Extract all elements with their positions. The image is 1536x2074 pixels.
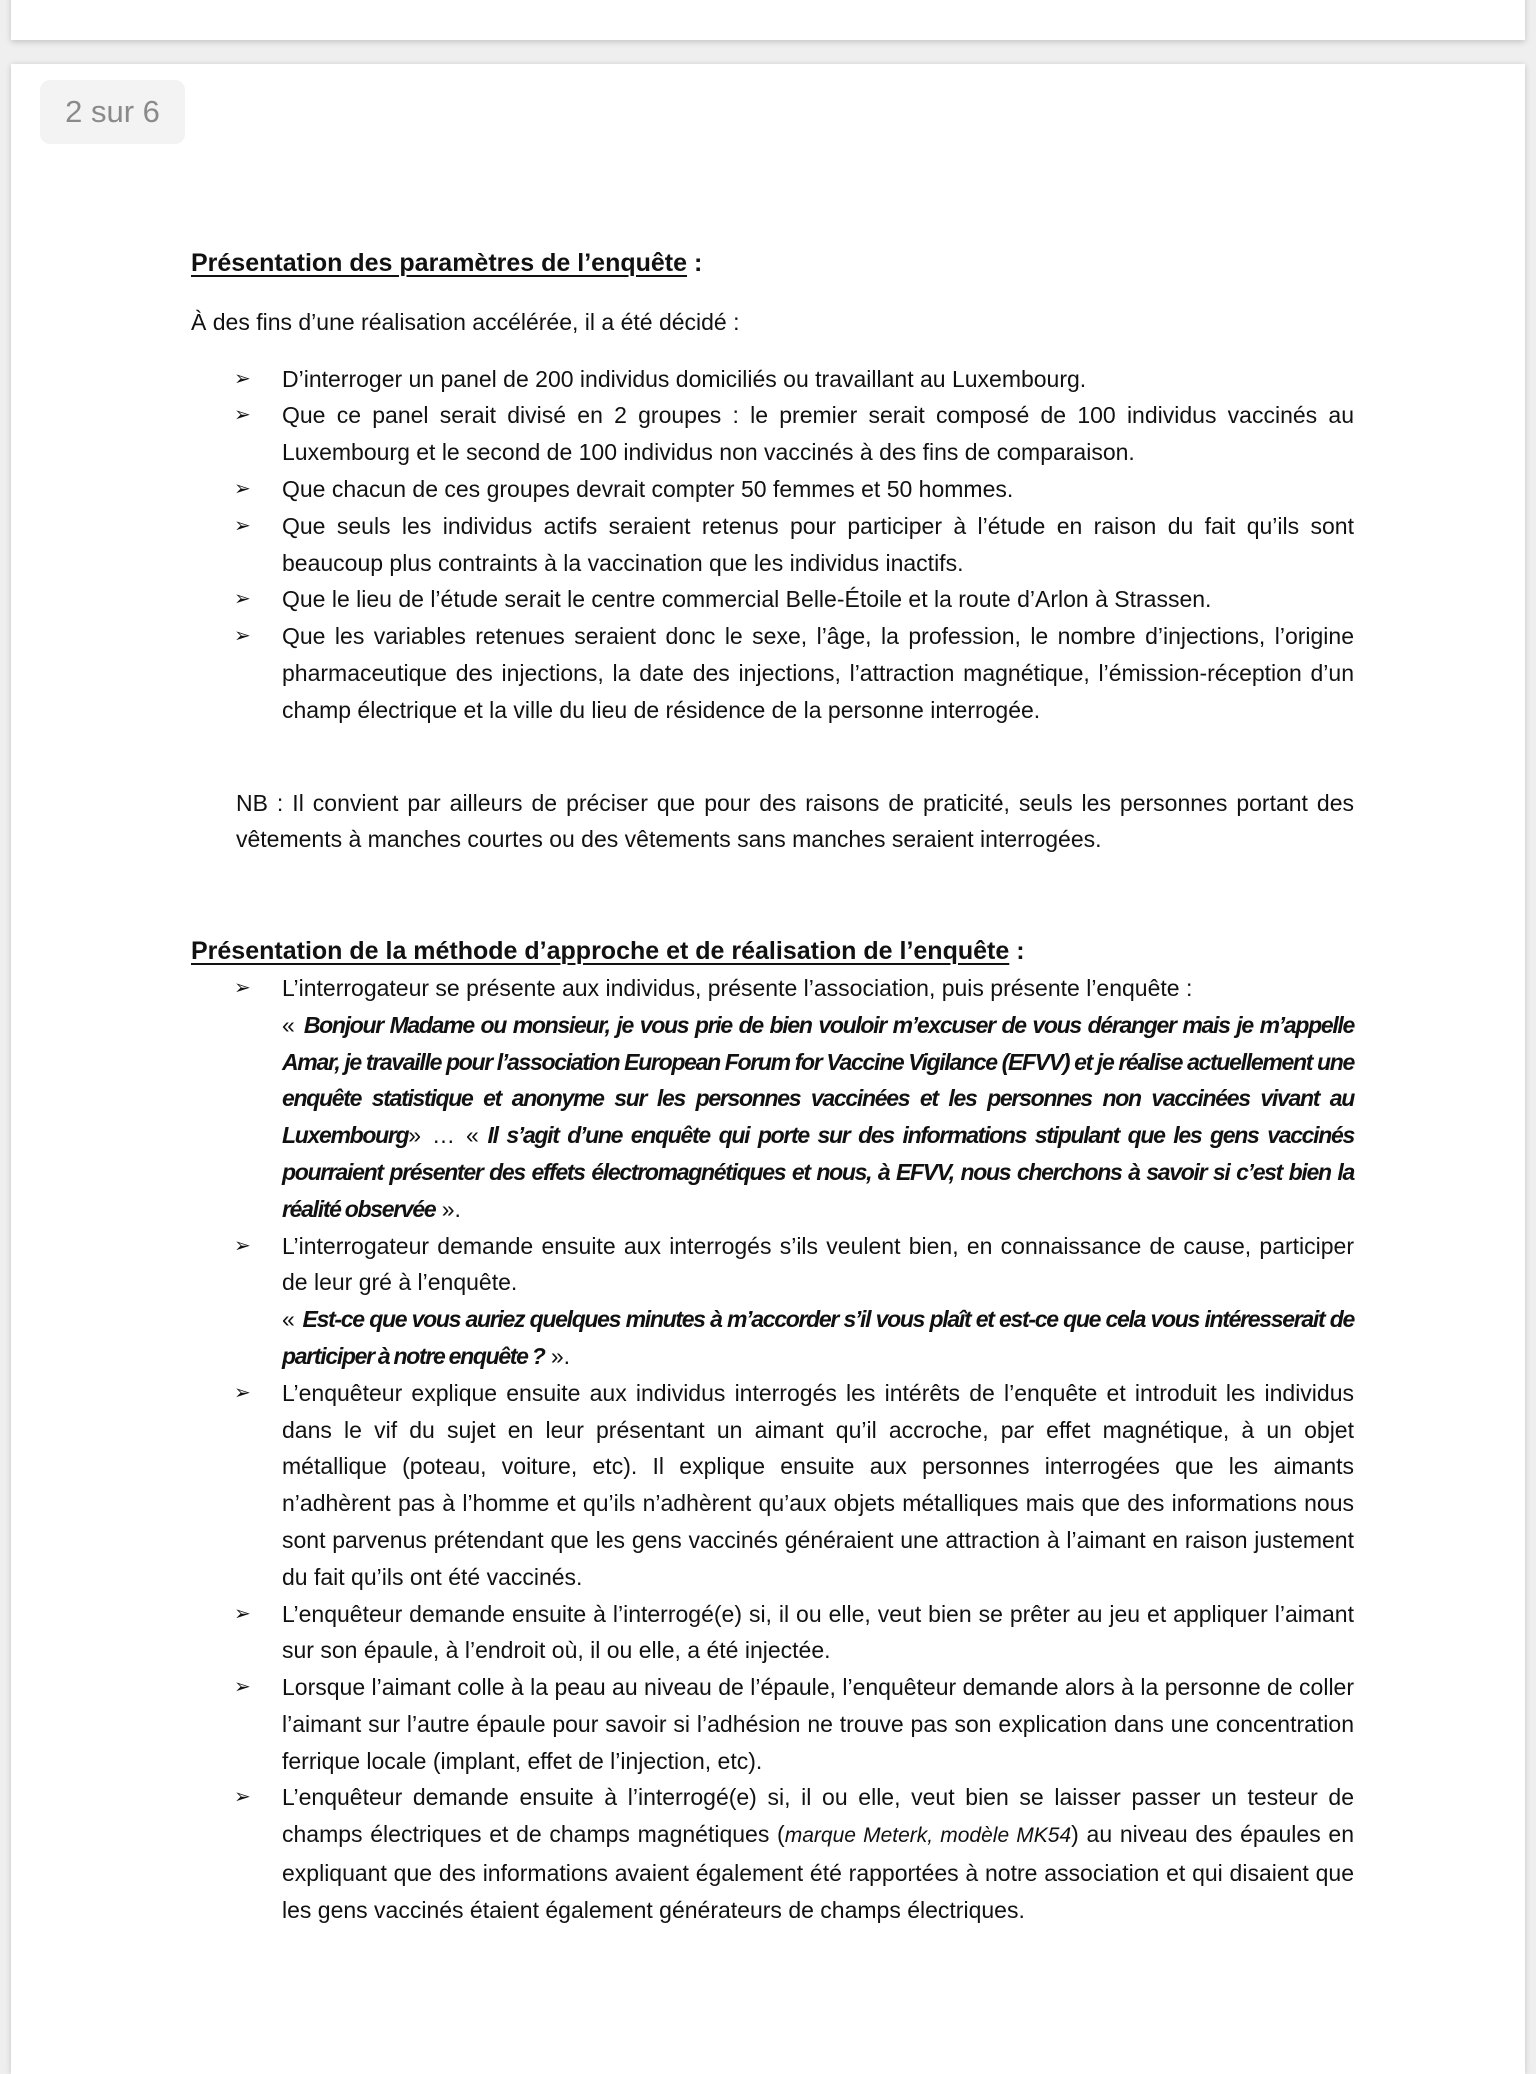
heading-colon: : xyxy=(687,249,703,277)
quoted-speech: Est-ce que vous auriez quelques minutes à m’accorder s’il vous plaît et est-ce que cela vous intéresserait de participer à notre enquête ? xyxy=(282,1306,1355,1369)
list-item xyxy=(234,508,1354,582)
quote-close-mark: ». xyxy=(544,1342,571,1369)
arrowhead-bullet-icon: ➢ xyxy=(234,1381,251,1404)
arrowhead-bullet-icon: ➢ xyxy=(234,514,251,537)
list-item-text: Que ce panel serait divisé en 2 groupes : le premier serait composé de 100 individus vaccinés au Luxembourg et le second de 100 individus non vaccinés à des fins de comparaison. xyxy=(282,402,1354,466)
arrowhead-bullet-icon: ➢ xyxy=(234,1786,251,1809)
arrowhead-bullet-icon: ➢ xyxy=(234,1234,251,1257)
document-page[interactable] xyxy=(11,64,1525,2074)
list-item-text: D’interroger un panel de 200 individus domiciliés ou travaillant au Luxembourg. xyxy=(282,365,1087,392)
section-heading-method xyxy=(191,933,1354,970)
arrowhead-bullet-icon: ➢ xyxy=(234,1676,251,1699)
list-item xyxy=(234,471,1354,508)
list-item xyxy=(234,1228,1355,1375)
section-heading-text: Présentation des paramètres de l’enquête xyxy=(191,249,688,277)
list-item xyxy=(234,361,1354,398)
list-item xyxy=(234,1596,1354,1670)
device-model-italic: marque Meterk, modèle MK54 xyxy=(784,1824,1072,1848)
list-item xyxy=(234,1779,1354,1928)
list-item-text: Que chacun de ces groupes devrait compter 50 femmes et 50 hommes. xyxy=(282,475,1014,502)
previous-page-edge xyxy=(11,0,1525,40)
list-item xyxy=(234,970,1354,1228)
list-item xyxy=(234,1375,1354,1596)
section-heading-parameters xyxy=(191,245,1354,282)
quoted-speech: Bonjour Madame ou monsieur, je vous prie de bien vouloir m’excuser de vous déranger mais je m’appelle Amar, je travaille pour l’association European Forum for Vaccine Vigilance (EFVV) et je réalise actuellement une enquête statistique et anonyme sur les personnes vaccinées et les personnes non vaccinées vivant au Luxembourg xyxy=(282,1011,1354,1149)
list-item-text: L’interrogateur demande ensuite aux interrogés s’ils veulent bien, en connaissance de cause, participer de leur gré à l’enquête. xyxy=(282,1232,1354,1296)
quote-open-mark: « xyxy=(282,1011,304,1038)
list-item-text: Que seuls les individus actifs seraient retenus pour participer à l’étude en raison du fait qu’ils sont beaucoup plus contraints à la vaccination que les individus inactifs. xyxy=(282,512,1354,576)
document-body xyxy=(191,245,1354,1929)
arrowhead-bullet-icon: ➢ xyxy=(234,1602,251,1625)
list-item-text: L’enquêteur demande ensuite à l’interrogé(e) si, il ou elle, veut bien se prêter au jeu et appliquer l’aimant sur son épaule, à l’endroit où, il ou elle, a été injectée. xyxy=(282,1600,1354,1664)
page-indicator: 2 sur 6 xyxy=(40,80,185,144)
list-item-text: L’enquêteur explique ensuite aux individus interrogés les intérêts de l’enquête et introduit les individus dans le vif du sujet en leur présentant un aimant qu’il accroche, par effet magnétique, à un objet métallique (poteau, voiture, etc). Il explique ensuite aux personnes interrogées que les aimants n’adhèrent pas à l’homme et qu’ils n’adhèrent qu’aux objets métalliques mais que des informations nous sont parvenus prétendant que les gens vaccinés généraient une attraction à l’aimant en raison justement du fait qu’ils ont été vaccinés. xyxy=(282,1379,1354,1590)
arrowhead-bullet-icon: ➢ xyxy=(234,367,251,390)
list-item-text: Que le lieu de l’étude serait le centre commercial Belle-Étoile et la route d’Arlon à Strassen. xyxy=(282,586,1212,613)
quote-close-mark: ». xyxy=(435,1195,461,1222)
list-item xyxy=(234,397,1354,471)
arrowhead-bullet-icon: ➢ xyxy=(234,625,251,648)
list-item-text: Que les variables retenues seraient donc le sexe, l’âge, la profession, le nombre d’injections, l’origine pharmaceutique des injections, la date des injections, l’attraction magnétique, l’émission-réception d’un champ électrique et la ville du lieu de résidence de la personne interrogée. xyxy=(282,623,1354,723)
list-item xyxy=(234,581,1354,618)
list-item-text: L’interrogateur se présente aux individus, présente l’association, puis présente l’enquête : xyxy=(282,974,1193,1001)
list-item-text: Lorsque l’aimant colle à la peau au niveau de l’épaule, l’enquêteur demande alors à la personne de coller l’aimant sur l’autre épaule pour savoir si l’adhésion ne trouve pas son explication dans une concentration ferrique locale (implant, effet de l’injection, etc). xyxy=(282,1674,1354,1774)
quote-separator: » … « xyxy=(408,1122,479,1149)
list-item xyxy=(234,1669,1354,1779)
list-item xyxy=(234,618,1354,728)
nb-note: NB : Il convient par ailleurs de préciser que pour des raisons de praticité, seuls les personnes portant des vêtements à manches courtes ou des vêtements sans manches seraient interrogées. xyxy=(236,789,1354,853)
arrowhead-bullet-icon: ➢ xyxy=(234,976,251,999)
heading-colon: : xyxy=(1009,937,1025,966)
quote-open-mark: « xyxy=(282,1306,303,1333)
list-item-text: ) au niveau des épaules en expliquant que des informations avaient également été rapportées à notre association et qui disaient que les gens vaccinés étaient également générateurs de champs électriques. xyxy=(282,1821,1354,1923)
method-list xyxy=(191,970,1354,1929)
quoted-speech: Il s’agit d’une enquête qui porte sur des informations stipulant que les gens vaccinés pourraient présenter des effets électromagnétiques et nous, à EFVV, nous cherchons à savoir si c’est bien la réalité observée xyxy=(282,1122,1354,1222)
parameters-list xyxy=(191,361,1354,729)
arrowhead-bullet-icon: ➢ xyxy=(234,477,251,500)
arrowhead-bullet-icon: ➢ xyxy=(234,588,251,611)
intro-paragraph: À des fins d’une réalisation accélérée, il a été décidé : xyxy=(191,308,740,335)
list-item-text: L’enquêteur demande ensuite à l’interrogé(e) si, il ou elle, veut bien se laisser passer un testeur de champs électriques et de champs magnétiques ( xyxy=(282,1784,1354,1848)
section-heading-text: Présentation de la méthode d’approche et de réalisation de l’enquête xyxy=(191,937,1010,966)
arrowhead-bullet-icon: ➢ xyxy=(234,404,251,427)
